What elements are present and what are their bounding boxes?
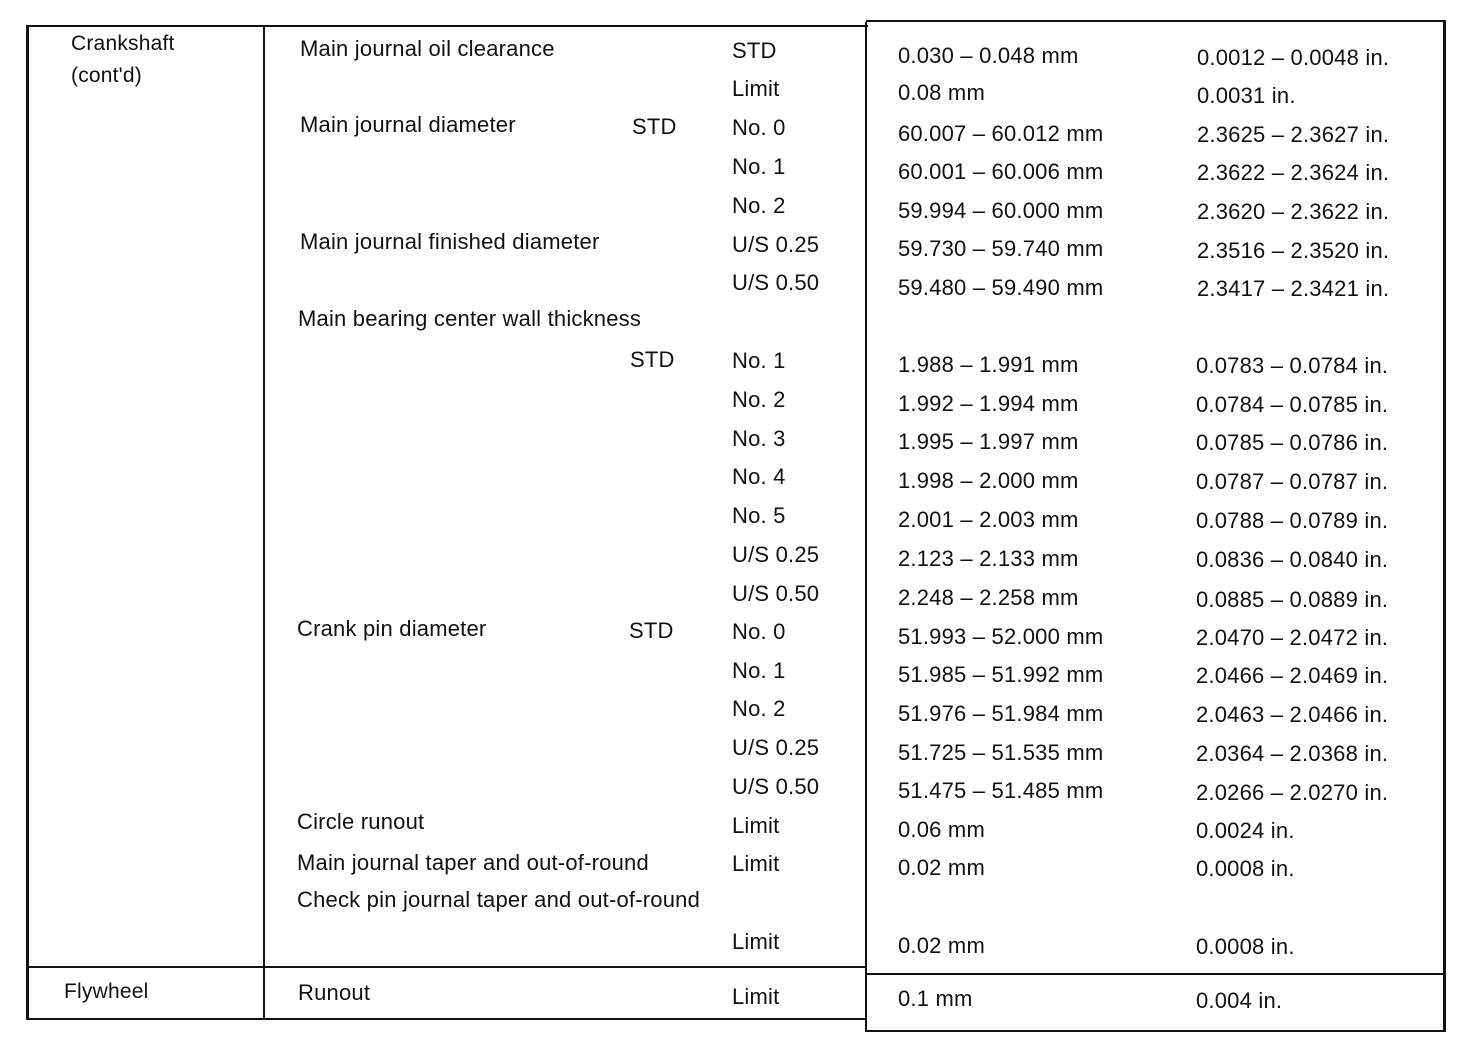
spec-imperial: 0.0783 – 0.0784 in. — [1196, 353, 1389, 378]
spec-item: Main bearing center wall thickness — [298, 306, 642, 331]
spec-imperial: 2.0266 – 2.0270 in. — [1196, 780, 1389, 805]
spec-condition: No. 0 — [732, 619, 786, 644]
spec-imperial: 2.3516 – 2.3520 in. — [1197, 238, 1390, 263]
spec-imperial: 0.0012 – 0.0048 in. — [1197, 45, 1390, 70]
spec-metric: 2.001 – 2.003 mm — [898, 507, 1079, 532]
spec-imperial: 2.0466 – 2.0469 in. — [1196, 663, 1389, 688]
section-column-divider — [263, 25, 265, 1020]
spec-condition: No. 4 — [732, 464, 786, 489]
table-bottom-border-right — [866, 1030, 1446, 1032]
spec-imperial: 0.0788 – 0.0789 in. — [1196, 508, 1389, 533]
flywheel-section-label: Flywheel — [64, 980, 149, 1003]
table-bottom-border — [26, 1018, 867, 1020]
table-left-border — [26, 25, 29, 1020]
spec-imperial: 2.0364 – 2.0368 in. — [1196, 741, 1389, 766]
spec-imperial: 2.3620 – 2.3622 in. — [1197, 199, 1390, 224]
spec-imperial: 0.0008 in. — [1196, 856, 1295, 881]
table-top-border-right — [866, 20, 1446, 22]
crankshaft-section-label: Crankshaft — [71, 32, 175, 55]
table-top-border — [28, 25, 868, 27]
spec-item: Check pin journal taper and out-of-round — [297, 887, 701, 912]
spec-metric: 60.001 – 60.006 mm — [898, 159, 1104, 184]
spec-imperial: 0.0024 in. — [1196, 818, 1295, 843]
spec-condition: No. 2 — [732, 696, 786, 721]
spec-imperial: 2.3622 – 2.3624 in. — [1197, 160, 1390, 185]
spec-item: Crank pin diameter — [297, 616, 487, 641]
spec-metric: 0.02 mm — [898, 933, 985, 958]
spec-condition: U/S 0.50 — [732, 774, 820, 799]
spec-std: STD — [632, 114, 677, 139]
spec-imperial: 0.0785 – 0.0786 in. — [1196, 430, 1389, 455]
spec-condition: U/S 0.25 — [732, 735, 820, 760]
spec-condition: Limit — [732, 76, 780, 101]
spec-item: Main journal taper and out-of-round — [297, 850, 649, 875]
spec-imperial: 2.0470 – 2.0472 in. — [1196, 625, 1389, 650]
spec-imperial: 0.0836 – 0.0840 in. — [1196, 547, 1389, 572]
spec-imperial: 2.0463 – 2.0466 in. — [1196, 702, 1389, 727]
spec-metric: 0.08 mm — [898, 80, 985, 105]
spec-condition: Limit — [732, 813, 780, 838]
spec-condition: Limit — [732, 984, 780, 1009]
spec-condition: Limit — [732, 929, 780, 954]
spec-item: Circle runout — [297, 809, 425, 834]
spec-condition: STD — [732, 38, 777, 63]
spec-condition: U/S 0.25 — [732, 542, 820, 567]
spec-imperial: 0.0787 – 0.0787 in. — [1196, 469, 1389, 494]
spec-condition: U/S 0.25 — [732, 232, 820, 257]
spec-imperial: 0.0885 – 0.0889 in. — [1196, 587, 1389, 612]
spec-imperial: 0.004 in. — [1196, 988, 1283, 1013]
spec-imperial: 0.0008 in. — [1196, 934, 1295, 959]
spec-condition: No. 5 — [732, 503, 786, 528]
spec-metric: 51.725 – 51.535 mm — [898, 740, 1104, 765]
spec-imperial: 2.3625 – 2.3627 in. — [1197, 122, 1390, 147]
spec-item: Runout — [298, 980, 371, 1005]
spec-metric: 1.992 – 1.994 mm — [898, 391, 1079, 416]
spec-condition: U/S 0.50 — [732, 270, 820, 295]
table-right-border — [1443, 20, 1446, 1032]
spec-metric: 59.730 – 59.740 mm — [898, 236, 1104, 261]
spec-item: Main journal oil clearance — [300, 36, 555, 61]
spec-item: Main journal diameter — [300, 112, 516, 137]
spec-metric: 0.02 mm — [898, 855, 985, 880]
spec-condition: No. 2 — [732, 193, 786, 218]
spec-metric: 59.480 – 59.490 mm — [898, 275, 1104, 300]
spec-metric: 51.993 – 52.000 mm — [898, 624, 1104, 649]
spec-metric: 0.06 mm — [898, 817, 985, 842]
spec-condition: No. 1 — [732, 658, 786, 683]
section-separator-right — [867, 973, 1444, 975]
spec-imperial: 2.3417 – 2.3421 in. — [1197, 276, 1390, 301]
spec-metric: 1.995 – 1.997 mm — [898, 429, 1079, 454]
spec-condition: No. 1 — [732, 348, 786, 373]
spec-condition: No. 2 — [732, 387, 786, 412]
section-separator — [28, 966, 866, 968]
spec-std: STD — [629, 618, 674, 643]
spec-imperial: 0.0031 in. — [1197, 83, 1296, 108]
spec-metric: 1.988 – 1.991 mm — [898, 352, 1079, 377]
spec-imperial: 0.0784 – 0.0785 in. — [1196, 392, 1389, 417]
spec-metric: 59.994 – 60.000 mm — [898, 198, 1104, 223]
spec-condition: No. 0 — [732, 115, 786, 140]
spec-metric: 51.976 – 51.984 mm — [898, 701, 1104, 726]
spec-condition: No. 3 — [732, 426, 786, 451]
spec-condition: U/S 0.50 — [732, 581, 820, 606]
spec-metric: 51.985 – 51.992 mm — [898, 662, 1104, 687]
spec-std: STD — [630, 347, 675, 372]
spec-metric: 1.998 – 2.000 mm — [898, 468, 1079, 493]
spec-metric: 0.030 – 0.048 mm — [898, 43, 1079, 68]
spec-metric: 60.007 – 60.012 mm — [898, 121, 1104, 146]
spec-condition: Limit — [732, 851, 780, 876]
spec-metric: 2.123 – 2.133 mm — [898, 546, 1079, 571]
crankshaft-section-label-cont: (cont'd) — [71, 64, 142, 87]
spec-metric: 0.1 mm — [898, 986, 973, 1011]
spec-metric: 51.475 – 51.485 mm — [898, 778, 1104, 803]
spec-item: Main journal finished diameter — [300, 229, 600, 254]
spec-condition: No. 1 — [732, 154, 786, 179]
value-column-divider — [865, 22, 867, 1032]
spec-metric: 2.248 – 2.258 mm — [898, 585, 1079, 610]
